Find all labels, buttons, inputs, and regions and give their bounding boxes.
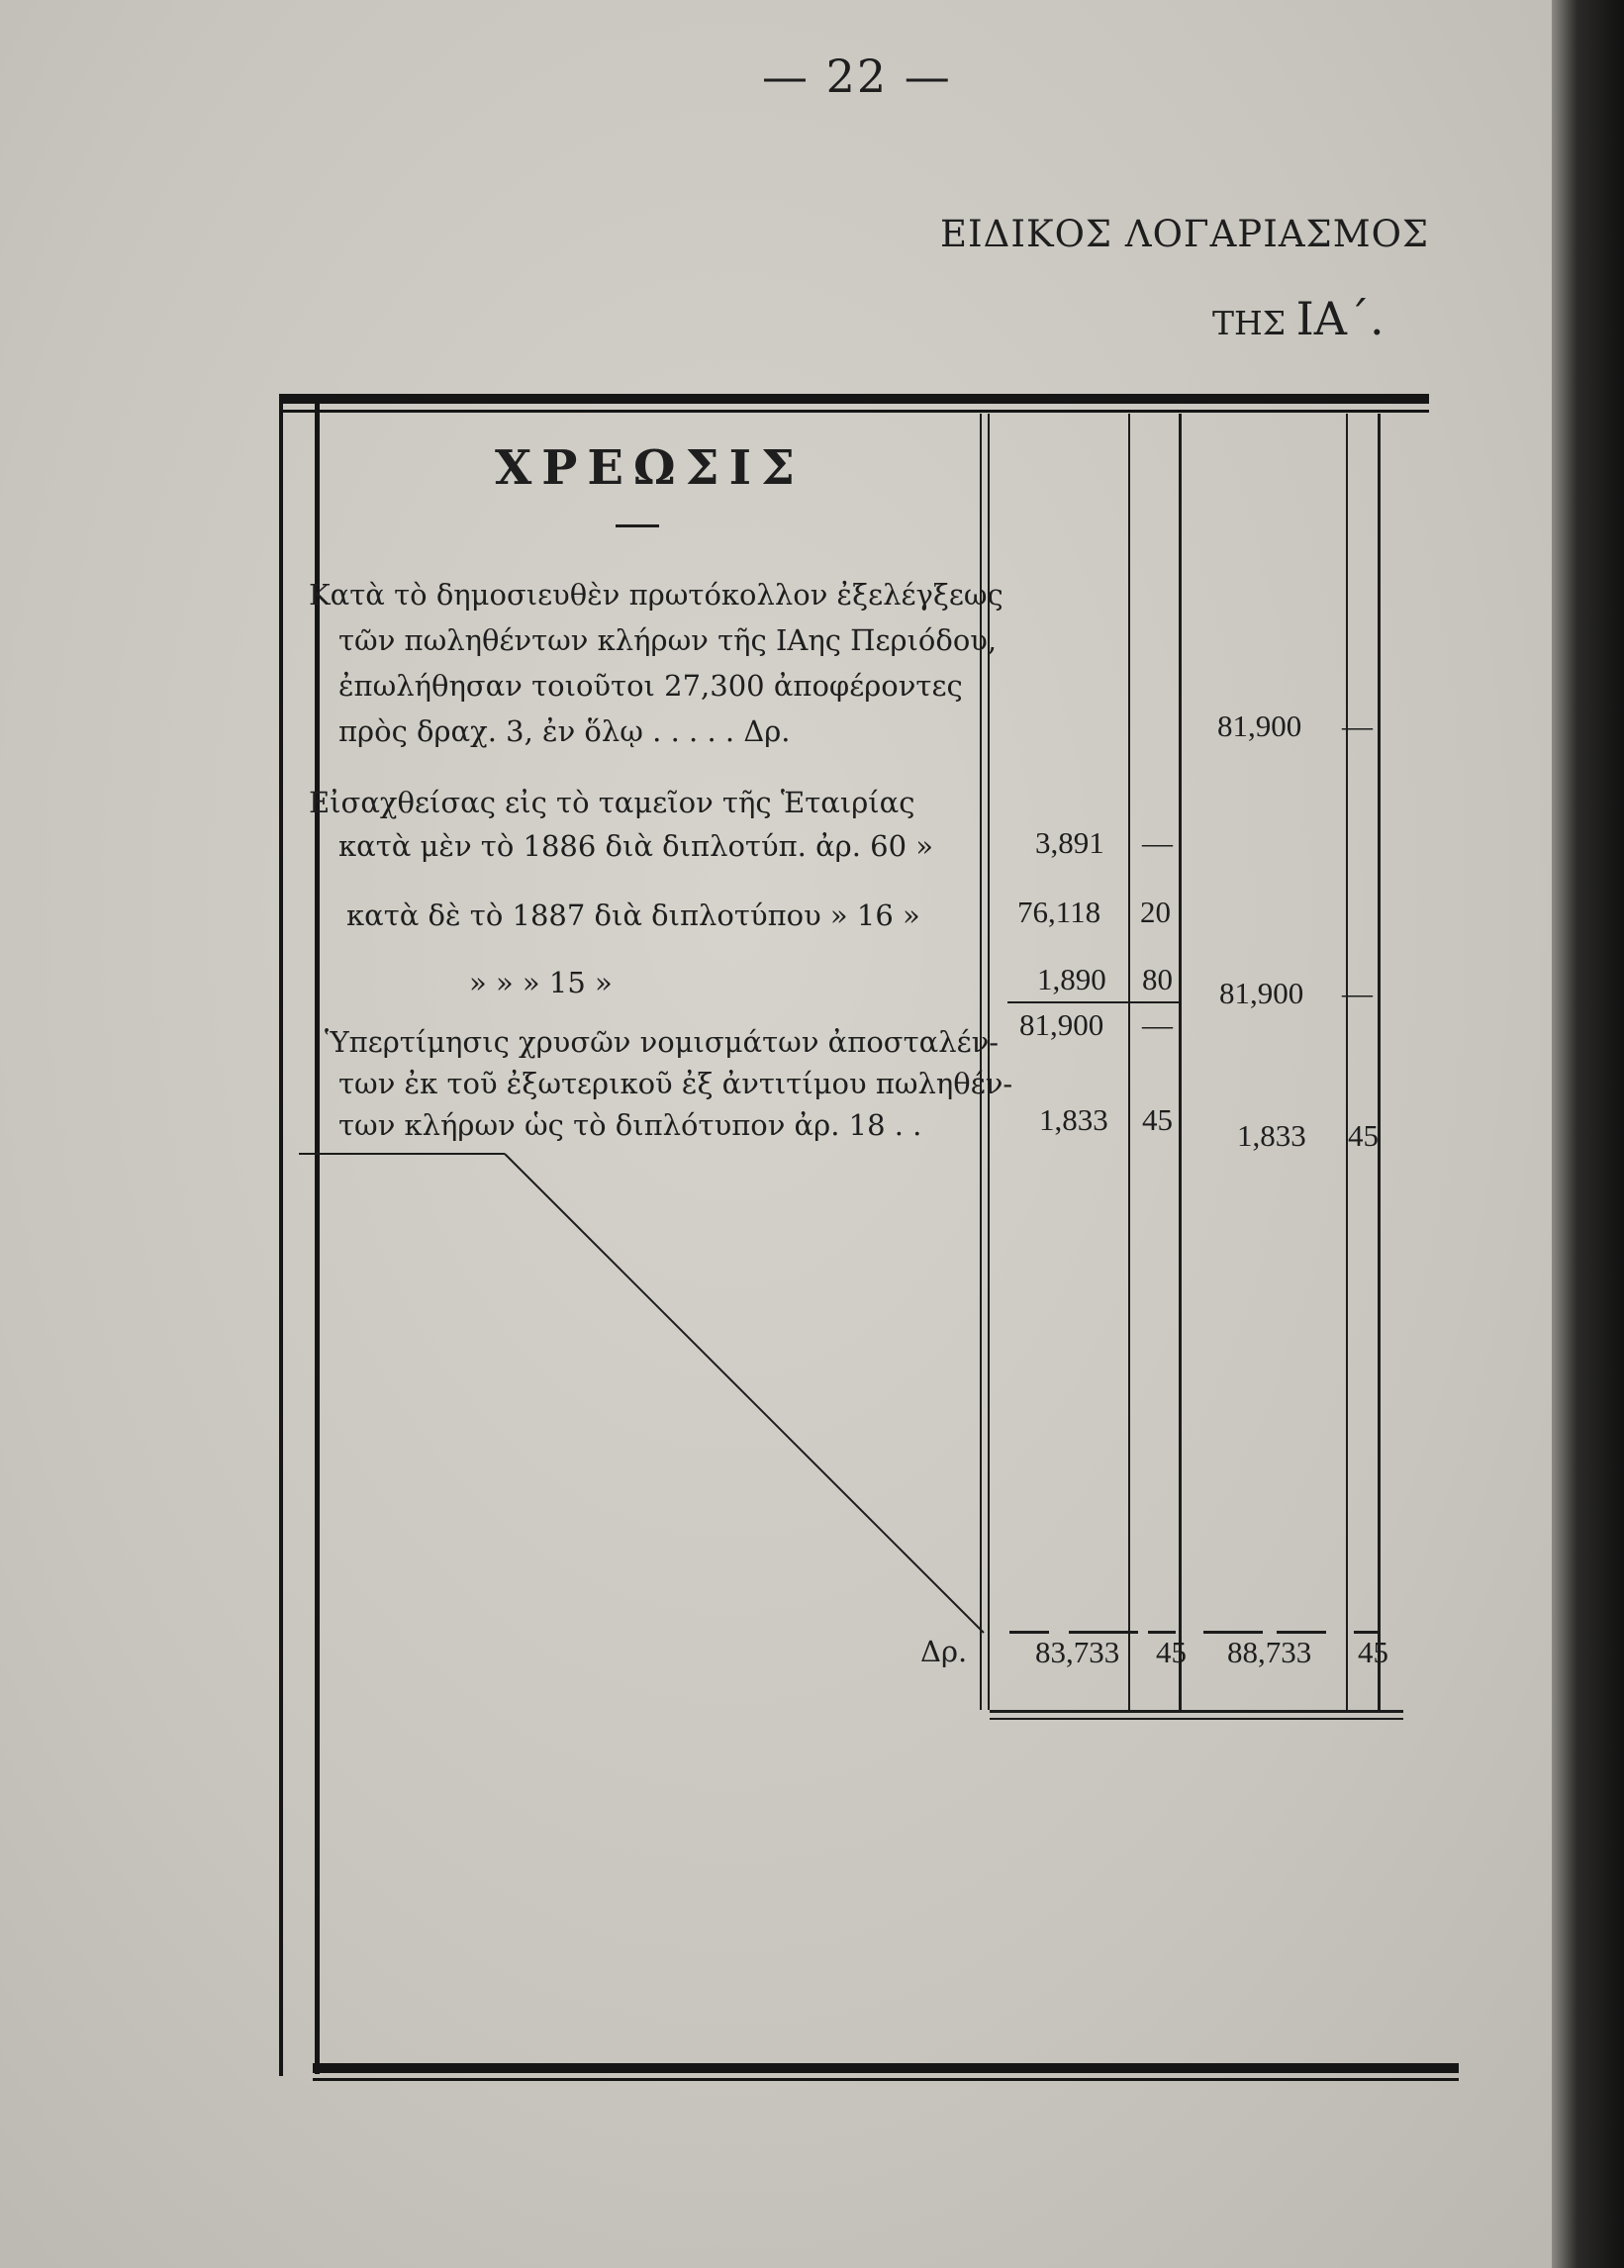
totals-rule bbox=[1277, 1631, 1326, 1634]
header-subtitle-prefix: ΤΗΣ bbox=[1212, 304, 1287, 342]
section-title: ΧΡΕΩΣΙΣ bbox=[495, 440, 805, 496]
entry-5-cents: 45 bbox=[1142, 1102, 1173, 1137]
entry-3-amount: 76,118 bbox=[1017, 895, 1101, 929]
header-title: ΕΙΔΙΚΟΣ ΛΟΓΑΡΙΑΣΜΟΣ bbox=[940, 213, 1430, 255]
entry-1-line-3: ἐπωλήθησαν τοιοῦτοι 27,300 ἀποφέροντες bbox=[338, 669, 963, 703]
totals-col2: 88,733 bbox=[1227, 1635, 1312, 1669]
entry-1-total-cents: — bbox=[1342, 709, 1373, 743]
entry-5-line-2: των ἐκ τοῦ ἐξωτερικοῦ ἐξ ἀντιτίμου πωληθέν- bbox=[338, 1067, 1013, 1100]
totals-rule bbox=[1009, 1631, 1049, 1634]
entry-5-total: 1,833 bbox=[1237, 1118, 1306, 1153]
subtotal-cents: — bbox=[1142, 1007, 1173, 1042]
entry-2-line-1: Εἰσαχθείσας εἰς τὸ ταμεῖον τῆς Ἑταιρίας bbox=[309, 786, 915, 819]
totals-rule bbox=[1148, 1631, 1176, 1634]
totals-col2-cents: 45 bbox=[1358, 1635, 1388, 1669]
totals-label: Δρ. bbox=[920, 1635, 968, 1668]
entry-4-total: 81,900 bbox=[1219, 976, 1304, 1010]
totals-col1: 83,733 bbox=[1035, 1635, 1120, 1669]
entry-3-line: κατὰ δὲ τὸ 1887 διὰ διπλοτύπου » 16 » bbox=[346, 898, 920, 932]
entry-3-cents: 20 bbox=[1140, 895, 1171, 929]
totals-rule bbox=[1069, 1631, 1138, 1634]
entry-5-line-3: των κλήρων ὡς τὸ διπλότυπον ἀρ. 18 . . bbox=[338, 1108, 922, 1142]
entry-4-line: » » » 15 » bbox=[469, 966, 613, 999]
subtotal-amount: 81,900 bbox=[1019, 1007, 1104, 1042]
totals-rule bbox=[1354, 1631, 1378, 1634]
entry-4-cents: 80 bbox=[1142, 962, 1173, 996]
entry-2-cents: — bbox=[1142, 825, 1173, 860]
page-number: — 22 — bbox=[762, 49, 952, 103]
entry-5-amount: 1,833 bbox=[1039, 1102, 1108, 1137]
entry-1-total: 81,900 bbox=[1217, 709, 1302, 743]
entry-1-line-2: τῶν πωληθέντων κλήρων τῆς ΙΑης Περιόδου, bbox=[338, 623, 998, 657]
entry-5-line-1: Ὑπερτίμησις χρυσῶν νομισμάτων ἀποσταλέν- bbox=[325, 1025, 1000, 1059]
entry-4-total-cents: — bbox=[1342, 976, 1373, 1010]
entry-4-amount: 1,890 bbox=[1037, 962, 1106, 996]
totals-col1-cents: 45 bbox=[1156, 1635, 1187, 1669]
entry-5-total-cents: 45 bbox=[1348, 1118, 1379, 1153]
header-subtitle-period: ΙΑ΄. bbox=[1295, 292, 1385, 345]
totals-rule bbox=[1203, 1631, 1263, 1634]
entry-2-amount: 3,891 bbox=[1035, 825, 1104, 860]
entry-2-line-2: κατὰ μὲν τὸ 1886 διὰ διπλοτύπ. ἀρ. 60 » bbox=[338, 829, 934, 863]
entry-1-line-1: Κατὰ τὸ δημοσιευθὲν πρωτόκολλον ἐξελέγξεως bbox=[309, 578, 1003, 612]
entry-1-line-4: πρὸς δραχ. 3, ἐν ὅλῳ . . . . . Δρ. bbox=[338, 714, 791, 748]
